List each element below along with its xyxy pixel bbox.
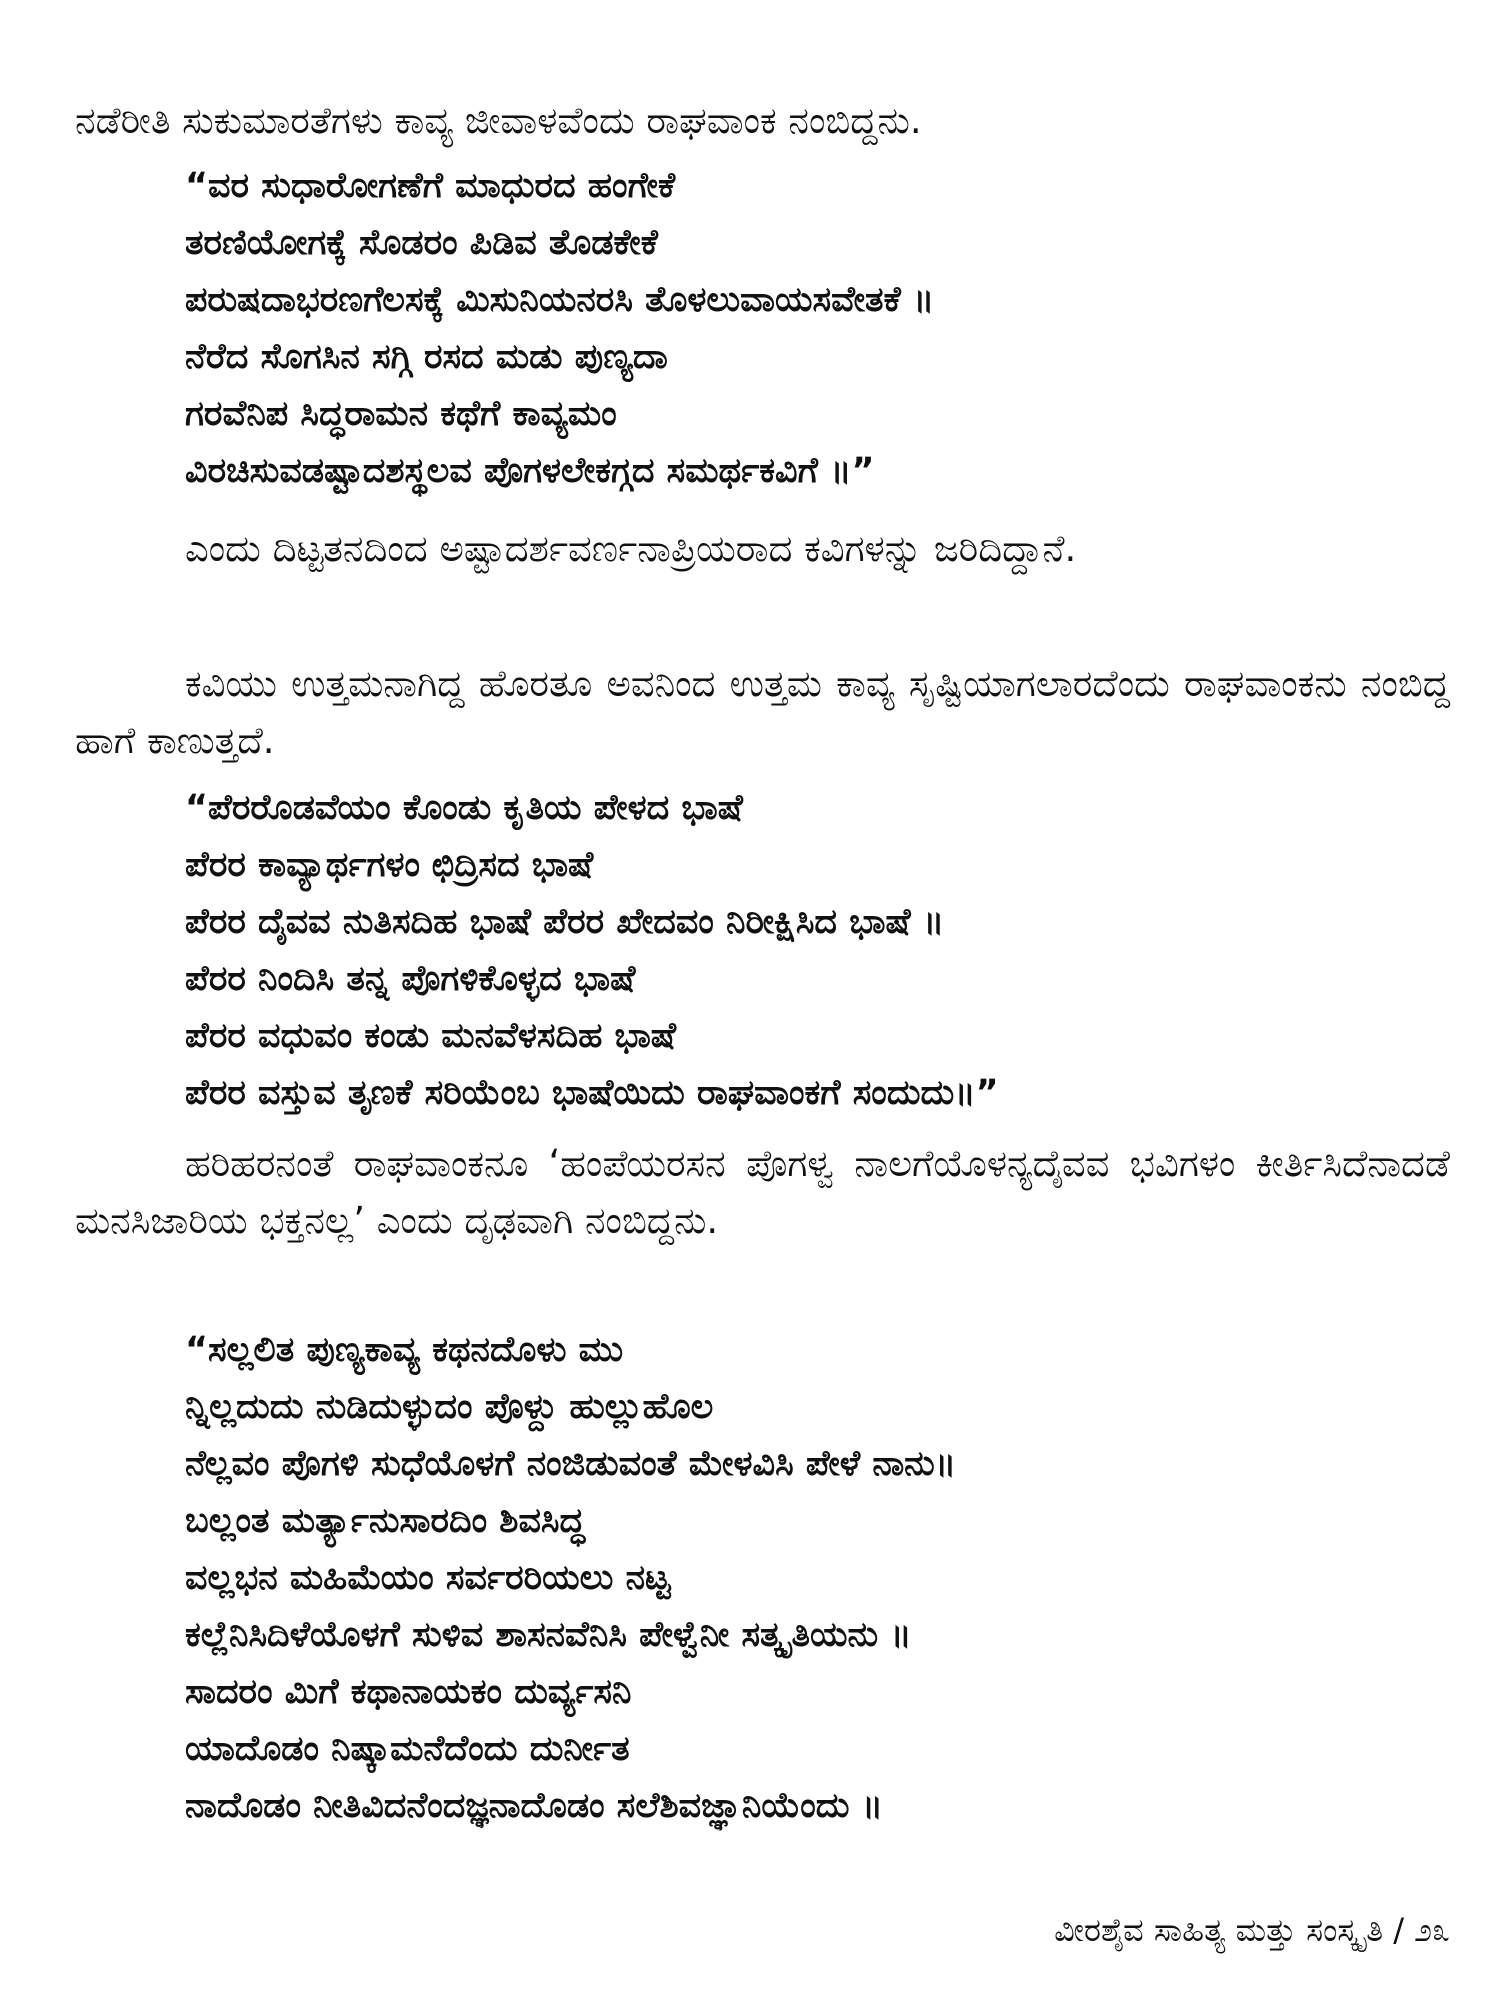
verse-line: “ಪೆರರೊಡವೆಯಂ ಕೊಂಡು ಕೃತಿಯ ಪೇಳದ ಭಾಷೆ xyxy=(185,788,743,828)
verse-line: ನೆಲ್ಲವಂ ಪೊಗಳಿ ಸುಧೆಯೊಳಗೆ ನಂಜಿಡುವಂತೆ ಮೇಳವಿಸಿ ಪೇಳೆ ನಾನು॥ xyxy=(185,1444,957,1484)
verse-line: ಪೆರರ ಕಾವ್ಯಾರ್ಥಗಳಂ ಛಿದ್ರಿಸದ ಭಾಷೆ xyxy=(185,845,594,885)
verse-line: ನೆರೆದ ಸೊಗಸಿನ ಸಗ್ಗಿ ರಸದ ಮಡು ಪುಣ್ಯದಾ xyxy=(185,337,668,377)
verse-line: ಪೆರರ ದೈವವ ನುತಿಸದಿಹ ಭಾಷೆ ಪೆರರ ಖೇದವಂ ನಿರೀಕ್ಷಿಸಿದ ಭಾಷೆ ॥ xyxy=(185,902,945,942)
verse-line: “ಸಲ್ಲಲಿತ ಪುಣ್ಯಕಾವ್ಯ ಕಥನದೊಳು ಮು xyxy=(185,1330,624,1370)
page-footer: ವೀರಶೈವ ಸಾಹಿತ್ಯ ಮತ್ತು ಸಂಸ್ಕೃತಿ / ೨೩ xyxy=(1054,1911,1450,1949)
paragraph-2: ಎಂದು ದಿಟ್ಟತನದಿಂದ ಅಷ್ಟಾದರ್ಶವರ್ಣನಾಪ್ರಿಯರಾದ ಕವಿಗಳನ್ನು ಜರಿದಿದ್ದಾನೆ. xyxy=(185,527,1077,570)
verse-line: ಗರವೆನಿಪ ಸಿದ್ಧರಾಮನ ಕಥೆಗೆ ಕಾವ್ಯಮಂ xyxy=(185,394,617,434)
verse-line: ಬಲ್ಲಂತ ಮರ್ತ್ಯಾನುಸಾರದಿಂ ಶಿವಸಿದ್ಧ xyxy=(185,1501,585,1541)
paragraph-4: ಹರಿಹರನಂತೆ ರಾಘವಾಂಕನೂ ‘ಹಂಪೆಯರಸನ ಪೊಗಳ್ವ ನಾಲಗೆಯೊಳನ್ಯದೈವವ ಭವಿಗಳಂ ಕೀರ್ತಿಸಿದೆನಾದಡೆ ಮನಸಿಜಾರಿಯ ಭಕ್ತನಲ್ಲ’ ಎಂದು ದೃಢವಾಗಿ ನಂಬಿದ್ದನು. xyxy=(75,1142,1450,1242)
verse-line: ಪೆರರ ವಸ್ತುವ ತೃಣಕೆ ಸರಿಯೆಂಬ ಭಾಷೆಯಿದು ರಾಘವಾಂಕಗೆ ಸಂದುದು॥” xyxy=(185,1073,999,1113)
verse-line: ನಾದೊಡಂ ನೀತಿವಿದನೆಂದಜ್ಞನಾದೊಡಂ ಸಲೆಶಿವಜ್ಞಾನಿಯೆಂದು ॥ xyxy=(185,1786,883,1826)
verse-line: ವಲ್ಲಭನ ಮಹಿಮೆಯಂ ಸರ್ವರರಿಯಲು ನಟ್ಟ xyxy=(185,1558,671,1598)
verse-line: ನ್ನಿಲ್ಲದುದು ನುಡಿದುಳ್ಳುದಂ ಪೊಳ್ದು ಹುಲ್ಲುಹೊಲ xyxy=(185,1387,714,1427)
verse-line: ಪೆರರ ವಧುವಂ ಕಂಡು ಮನವೆಳಸದಿಹ ಭಾಷೆ xyxy=(185,1016,677,1056)
verse-line: ತರಣಿಯೋಗಕ್ಕೆ ಸೊಡರಂ ಪಿಡಿವ ತೊಡಕೇಕೆ xyxy=(185,223,658,263)
verse-block-1 xyxy=(185,158,1465,500)
verse-block-3 xyxy=(185,1322,1465,1835)
paragraph-1: ನಡೆರೀತಿ ಸುಕುಮಾರತೆಗಳು ಕಾವ್ಯ ಜೀವಾಳವೆಂದು ರಾಘವಾಂಕ ನಂಬಿದ್ದನು. xyxy=(75,99,922,142)
verse-line: ಯಾದೊಡಂ ನಿಷ್ಕಾಮನೆದೆಂದು ದುರ್ನೀತ xyxy=(185,1729,630,1769)
verse-line: ಕಲ್ಲೆನಿಸಿದಿಳೆಯೊಳಗೆ ಸುಳಿವ ಶಾಸನವೆನಿಸಿ ಪೇಳ್ವೆನೀ ಸತ್ಕೃತಿಯನು ॥ xyxy=(185,1615,912,1655)
verse-line: ವಿರಚಿಸುವಡಷ್ಟಾದಶಸ್ಥಲವ ಪೊಗಳಲೇಕಗ್ಗದ ಸಮರ್ಥಕವಿಗೆ ॥” xyxy=(185,451,875,491)
paragraph-3: ಕವಿಯು ಉತ್ತಮನಾಗಿದ್ದ ಹೊರತೂ ಅವನಿಂದ ಉತ್ತಮ ಕಾವ್ಯ ಸೃಷ್ಟಿಯಾಗಲಾರದೆಂದು ರಾಘವಾಂಕನು ನಂಬಿದ್ದ ಹಾಗೆ ಕಾಣುತ್ತದೆ. xyxy=(75,662,1450,762)
verse-line: ಸಾದರಂ ಮಿಗೆ ಕಥಾನಾಯಕಂ ದುರ್ವ್ಯಸನಿ xyxy=(185,1672,632,1712)
verse-block-2 xyxy=(185,780,1465,1122)
verse-line: ಪೆರರ ನಿಂದಿಸಿ ತನ್ನ ಪೊಗಳಿಕೊಳ್ಳದ ಭಾಷೆ xyxy=(185,959,636,999)
verse-line: “ವರ ಸುಧಾರೋಗಣೆಗೆ ಮಾಧುರದ ಹಂಗೇಕೆ xyxy=(185,166,676,206)
verse-line: ಪರುಷದಾಭರಣಗೆಲಸಕ್ಕೆ ಮಿಸುನಿಯನರಸಿ ತೊಳಲುವಾಯಸವೇತಕೆ ॥ xyxy=(185,280,935,320)
